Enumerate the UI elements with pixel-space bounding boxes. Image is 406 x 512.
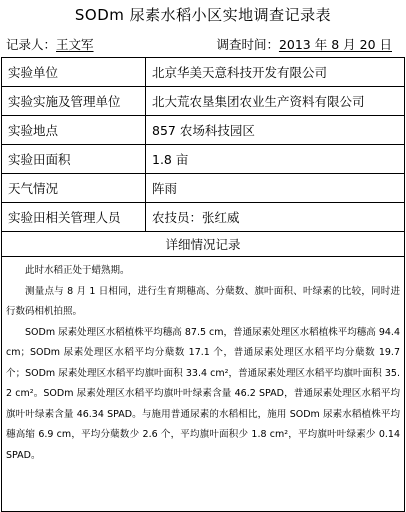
- row-value: 北京华美天意科技开发有限公司: [146, 58, 405, 87]
- row-label: 实验田相关管理人员: [2, 203, 146, 232]
- row-label: 天气情况: [2, 174, 146, 203]
- recorder-name: 王文军: [56, 37, 94, 52]
- recorder-label: 记录人：: [6, 37, 57, 52]
- row-value: 北大荒农垦集团农业生产资料有限公司: [146, 87, 405, 116]
- details-content-row: [2, 257, 405, 512]
- details-paragraph: SODm 尿素处理区水稻植株平均穗高 87.5 cm，普通尿素处理区水稻植株平均穗高 94.4 cm；SODm 尿素处理区水稻平均分蘖数 17.1 个，普通尿素处理区水稻平均分蘖数 19.7 个；SODm 尿素处理区水稻平均旗叶面积 33.4 cm²，普通尿素处理区水稻平均旗叶面积 35.2 cm²。SODm 尿素处理区水稻平均旗叶叶绿素含量 46.2 SPAD，普通尿素处理区水稻平均旗叶叶绿素含量 46.34 SPAD。与施用普通尿素的水稻相比，施用 SODm 尿素水稻植株平均穗高缩 6.9 cm，平均分蘖数少 2.6 个，平均旗叶面积少 1.8 cm²，平均旗叶叶绿素少 0.14 SPAD。: [6, 326, 400, 461]
- table-row: [2, 203, 405, 232]
- details-text: [6, 261, 400, 466]
- table-row: [2, 116, 405, 145]
- page-title: SODm 尿素水稻小区实地调查记录表: [74, 6, 332, 24]
- row-value: 农技员：张红威: [146, 203, 405, 232]
- row-value: 阵雨: [146, 174, 405, 203]
- details-paragraph: 此时水稻正处于蜡熟期。: [25, 265, 130, 276]
- row-label: 实验单位: [2, 58, 146, 87]
- row-label: 实验地点: [2, 116, 146, 145]
- survey-date-info: [216, 35, 392, 53]
- row-label: 实验实施及管理单位: [2, 87, 146, 116]
- row-value: 857 农场科技园区: [146, 116, 405, 145]
- details-heading-row: [2, 232, 405, 257]
- table-row: [2, 87, 405, 116]
- table-row: [2, 58, 405, 87]
- date-value: 2013 年 8 月 20 日: [278, 37, 392, 52]
- recorder-info: [6, 35, 94, 53]
- details-content: [2, 257, 405, 512]
- row-label: 实验田面积: [2, 145, 146, 174]
- details-paragraph: 测量点与 8 月 1 日相同，进行生育期穗高、分蘖数、旗叶面积、叶绿素的比较，同时进行数码相机拍照。: [6, 285, 400, 317]
- table-row: [2, 174, 405, 203]
- date-label: 调查时间：: [216, 37, 279, 52]
- details-heading: 详细情况记录: [2, 232, 405, 257]
- table-row: [2, 145, 405, 174]
- row-value: 1.8 亩: [146, 145, 405, 174]
- record-table: [1, 57, 405, 512]
